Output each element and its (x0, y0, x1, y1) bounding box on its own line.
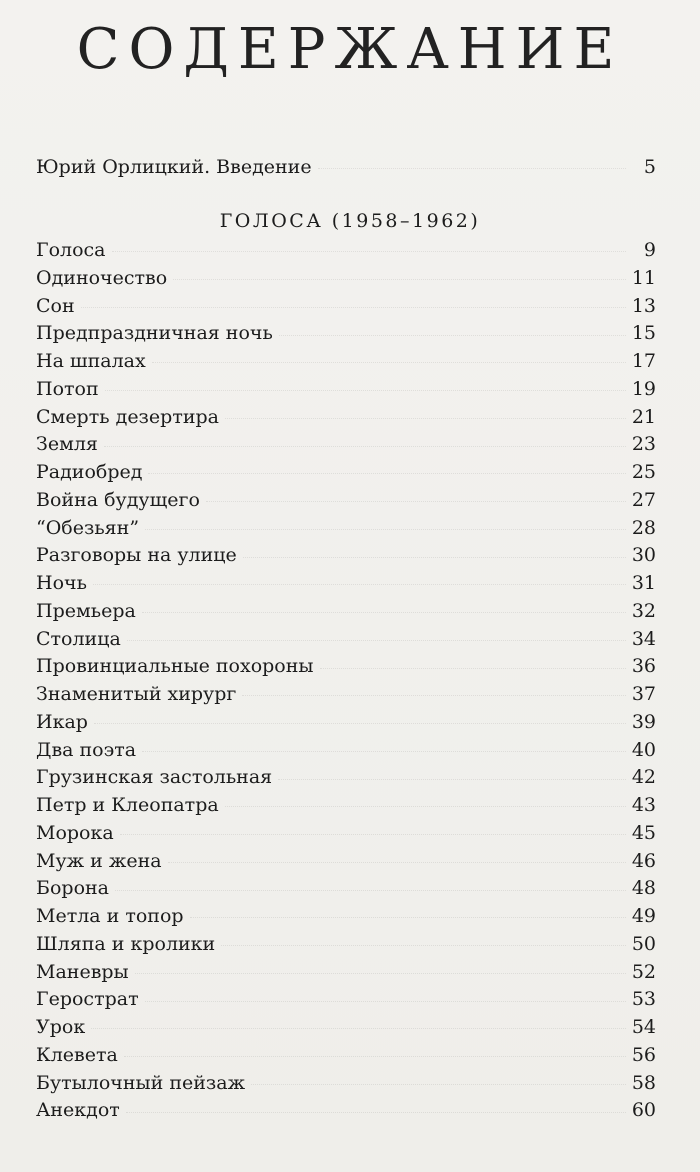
toc-entry-title: Два поэта (36, 738, 137, 761)
toc-entry-page: 46 (631, 849, 656, 872)
toc-leader (105, 388, 626, 391)
toc-leader (152, 360, 626, 363)
toc-leader (112, 249, 627, 252)
toc-entry-page: 48 (631, 877, 656, 900)
toc-entry (36, 903, 656, 931)
toc-entry-page: 27 (631, 488, 656, 511)
toc-leader (279, 333, 626, 336)
toc-entry-page: 52 (631, 960, 656, 983)
toc-leader (242, 693, 625, 696)
toc-entry (36, 1042, 656, 1070)
toc-entry-page: 49 (631, 905, 656, 927)
toc-entry-page: 58 (631, 1071, 656, 1094)
toc-entry-title: Шляпа и кролики (36, 932, 216, 955)
toc-entry-title: Потоп (36, 377, 99, 400)
toc-leader (93, 582, 626, 585)
toc-entry-title: Столица (36, 627, 121, 650)
toc-leader (225, 804, 626, 807)
toc-entry-title: Смерть дезертира (36, 405, 219, 428)
toc-leader (126, 1110, 626, 1113)
toc-entry-title: Война будущего (36, 488, 200, 511)
toc-leader (251, 1082, 626, 1085)
toc-entry-page: 39 (631, 710, 656, 733)
toc-entry-page: 15 (631, 322, 656, 345)
toc-entry (36, 848, 656, 876)
toc-entry-page: 9 (643, 239, 656, 261)
toc-leader (221, 943, 626, 946)
toc-entry-title: Радиобред (36, 461, 143, 483)
toc-entry (36, 792, 656, 820)
toc-entry-page: 23 (631, 433, 656, 456)
toc-leader (124, 1054, 626, 1057)
toc-entry (36, 653, 656, 681)
toc-entry-page: 5 (643, 156, 656, 178)
toc-entry-title: Юрий Орлицкий. Введение (36, 156, 312, 178)
toc-entry-page: 42 (631, 766, 656, 789)
toc-entry-title: Борона (36, 877, 109, 900)
toc-entry-page: 17 (631, 350, 656, 372)
toc-entry (36, 515, 656, 543)
toc-entry (36, 431, 656, 459)
toc-entry-title: Премьера (36, 599, 136, 622)
toc-leader (148, 471, 625, 474)
toc-entry (36, 320, 656, 348)
toc-entry-title: Сон (36, 294, 75, 317)
toc-entry-title: Метла и топор (36, 905, 184, 927)
toc-list (36, 237, 656, 1125)
toc-entry-title: Провинциальные похороны (36, 655, 314, 678)
toc-entry (36, 459, 656, 487)
toc-entry-title: Урок (36, 1016, 86, 1038)
toc-entry (36, 764, 656, 792)
toc-leader (115, 888, 626, 891)
toc-entry-page: 25 (631, 461, 656, 483)
toc-leader (91, 1026, 626, 1029)
toc-entry (36, 487, 656, 515)
toc-entry-title: Бутылочный пейзаж (36, 1071, 246, 1094)
toc-entry-title: Муж и жена (36, 849, 162, 872)
toc-leader (318, 166, 626, 169)
toc-entry (36, 293, 656, 321)
toc-entry-page: 19 (631, 377, 656, 400)
toc-entry-title: Анекдот (36, 1099, 120, 1122)
toc-entry (36, 875, 656, 903)
toc-entry-page: 11 (631, 266, 656, 289)
toc-entry-page: 43 (631, 794, 656, 816)
toc-entry-title: Земля (36, 433, 98, 456)
toc-leader (142, 749, 626, 752)
toc-leader (190, 915, 626, 918)
toc-entry (36, 598, 656, 626)
toc-entry (36, 542, 656, 570)
toc-entry-title: На шпалах (36, 350, 146, 372)
page-heading: СОДЕРЖАНИЕ (76, 17, 624, 82)
toc-entry-page: 60 (631, 1099, 656, 1122)
toc-entry-title: Маневры (36, 960, 129, 983)
toc-entry-page: 50 (631, 932, 656, 955)
toc-entry-page: 13 (631, 294, 656, 317)
toc-leader (81, 305, 626, 308)
toc-leader (127, 638, 626, 641)
toc-entry-title: Грузинская застольная (36, 766, 273, 789)
toc-entry-page: 37 (631, 683, 656, 705)
toc-leader (142, 610, 626, 613)
toc-entry-title: Разговоры на улице (36, 544, 237, 567)
toc-entry-page: 56 (631, 1043, 656, 1066)
toc-entry (36, 570, 656, 598)
toc-entry-title: Герострат (36, 988, 139, 1011)
toc-entry (36, 820, 656, 848)
toc-entry (36, 959, 656, 987)
toc-leader (168, 860, 626, 863)
toc-entry-page: 31 (631, 572, 656, 594)
toc-entry-title: Морока (36, 821, 114, 844)
toc-leader (206, 499, 626, 502)
toc-leader (145, 999, 626, 1002)
toc-entry (36, 986, 656, 1014)
toc-entry (36, 1097, 656, 1125)
toc-leader (243, 555, 626, 558)
toc-leader (320, 666, 626, 669)
toc-entry-page: 21 (631, 405, 656, 428)
toc-entry-title: Петр и Клеопатра (36, 794, 219, 816)
toc-entry-page: 40 (631, 738, 656, 761)
toc-entry (36, 404, 656, 432)
toc-entry-page: 34 (631, 627, 656, 650)
toc-entry-title: “Обезьян” (36, 516, 140, 539)
toc-entry-page: 54 (631, 1016, 656, 1038)
toc-leader (225, 416, 626, 419)
toc-entry-title: Предпраздничная ночь (36, 322, 273, 345)
toc-entry (36, 1070, 656, 1098)
toc-intro-entry (36, 154, 656, 180)
toc-entry-title: Знаменитый хирург (36, 683, 237, 705)
toc-entry (36, 376, 656, 404)
toc-entry (36, 348, 656, 376)
toc-leader (94, 721, 626, 724)
toc-entry-title: Голоса (36, 239, 106, 261)
toc-entry-title: Икар (36, 710, 88, 733)
toc-entry (36, 237, 656, 265)
toc-leader (278, 777, 626, 780)
toc-entry (36, 931, 656, 959)
section-title: ГОЛОСА (1958–1962) (219, 210, 481, 232)
toc-entry-page: 45 (631, 821, 656, 844)
toc-entry-title: Одиночество (36, 266, 168, 289)
toc-leader (145, 527, 626, 530)
toc-entry (36, 709, 656, 737)
toc-leader (173, 277, 626, 280)
toc-entry-page: 28 (631, 516, 656, 539)
toc-entry-title: Клевета (36, 1043, 118, 1066)
toc-entry (36, 737, 656, 765)
toc-leader (120, 832, 626, 835)
toc-entry (36, 681, 656, 709)
toc-leader (104, 444, 626, 447)
toc-entry-page: 53 (631, 988, 656, 1011)
toc-entry-title: Ночь (36, 572, 87, 594)
toc-entry-page: 36 (631, 655, 656, 678)
toc-leader (135, 971, 626, 974)
toc-entry (36, 265, 656, 293)
toc-entry-page: 32 (631, 599, 656, 622)
toc-entry-page: 30 (631, 544, 656, 567)
toc-entry (36, 1014, 656, 1042)
toc-entry (36, 626, 656, 654)
